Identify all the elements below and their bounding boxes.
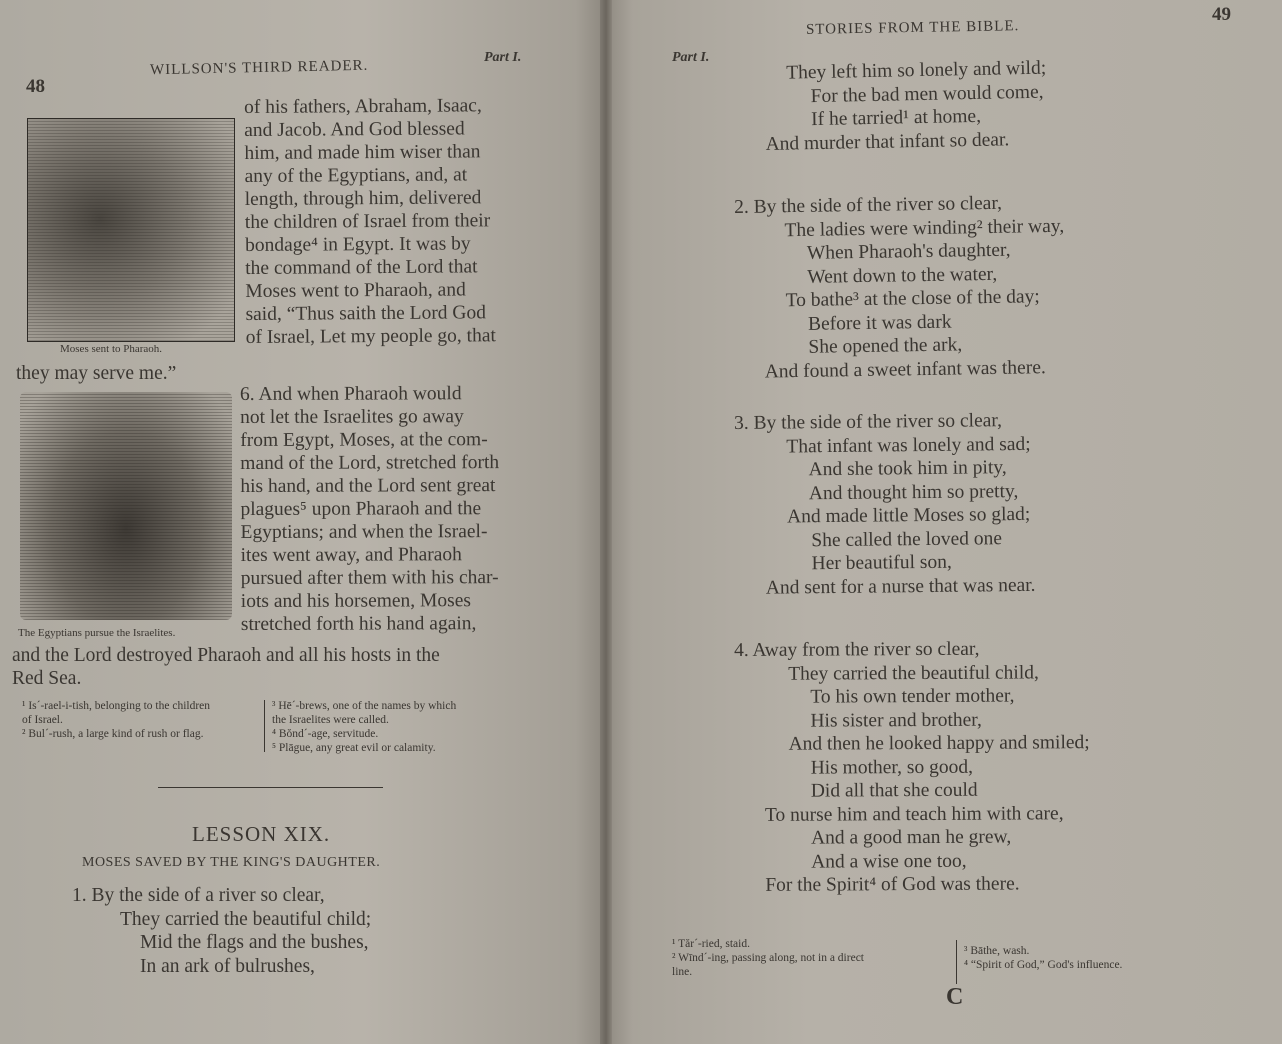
text-line: said, “Thus saith the Lord God bbox=[245, 302, 487, 325]
paragraph-5 bbox=[244, 94, 496, 349]
illustration2-caption: The Egyptians pursue the Israelites. bbox=[18, 627, 176, 639]
poem-stanza-4 bbox=[734, 637, 1090, 897]
text-line: ites went away, and Pharaoh bbox=[240, 544, 462, 566]
footnote: of Israel. bbox=[22, 714, 63, 726]
text-line: the children of Israel from their bbox=[244, 210, 491, 233]
poem-line: They left him so lonely and wild; bbox=[786, 57, 1047, 84]
text-line: 6. And when Pharaoh would bbox=[240, 383, 462, 405]
footnote: line. bbox=[672, 966, 693, 978]
right-page-number: 49 bbox=[1212, 4, 1231, 25]
poem-line: And then he looked happy and smiled; bbox=[788, 732, 1090, 755]
poem-line: That infant was lonely and sad; bbox=[786, 433, 1031, 457]
text-line: from Egypt, Moses, at the com- bbox=[240, 429, 488, 451]
poem-line: 4. Away from the river so clear, bbox=[734, 638, 980, 661]
text-line: pursued after them with his char- bbox=[240, 567, 499, 589]
poem-line: And she took him in pity, bbox=[808, 457, 1007, 481]
text-line: iots and his horsemen, Moses bbox=[240, 590, 472, 612]
poem-stanza-1 bbox=[72, 884, 371, 978]
poem-line: She called the loved one bbox=[811, 527, 1003, 551]
poem-line: 2. By the side of the river so clear, bbox=[734, 192, 1003, 218]
footnote-divider bbox=[264, 700, 265, 752]
left-running-head: WILLSON'S THIRD READER. bbox=[149, 57, 369, 79]
lesson-subtitle: MOSES SAVED BY THE KING'S DAUGHTER. bbox=[82, 855, 381, 870]
right-part-label: Part I. bbox=[672, 50, 710, 65]
illustration1-caption: Moses sent to Pharaoh. bbox=[60, 343, 163, 355]
poem-stanza-3 bbox=[734, 409, 1036, 600]
paragraph-5-end: they may serve me.” bbox=[16, 363, 177, 384]
left-page-number: 48 bbox=[26, 76, 45, 97]
poem-line: To his own tender mother, bbox=[810, 685, 1015, 708]
text-line: and Jacob. And God blessed bbox=[244, 118, 465, 141]
text-line: and the Lord destroyed Pharaoh and all his hosts in the bbox=[12, 645, 440, 666]
signature-mark: C bbox=[946, 984, 964, 1010]
poem-line: When Pharaoh's daughter, bbox=[806, 239, 1011, 264]
poem-line: His mother, so good, bbox=[810, 756, 973, 779]
footnote: the Israelites were called. bbox=[272, 714, 389, 726]
text-line: length, through him, delivered bbox=[244, 187, 482, 210]
footnote-divider bbox=[956, 940, 957, 984]
footnote: ¹ Tăr´-ried, staid. bbox=[672, 938, 750, 950]
poem-line: She opened the ark, bbox=[808, 334, 963, 358]
footnote: ⁵ Plāgue, any great evil or calamity. bbox=[272, 742, 436, 754]
poem-stanza-2 bbox=[734, 191, 1067, 384]
text-line: Red Sea. bbox=[12, 668, 82, 689]
poem-line: 3. By the side of the river so clear, bbox=[734, 410, 1003, 434]
left-footnotes-col2 bbox=[272, 699, 456, 755]
footnote: ³ Hē´-brews, one of the names by which bbox=[272, 700, 457, 712]
illustration-egyptians-pursue bbox=[20, 392, 232, 620]
poem-line: Her beautiful son, bbox=[811, 551, 952, 575]
poem-line: Mid the flags and the bushes, bbox=[140, 932, 369, 953]
section-rule bbox=[158, 787, 383, 788]
poem-line: They carried the beautiful child, bbox=[788, 661, 1039, 685]
paragraph-6-end bbox=[12, 644, 440, 690]
footnote: ⁴ “Spirit of God,” God's influence. bbox=[964, 959, 1123, 971]
poem-line: The ladies were winding² their way, bbox=[784, 215, 1065, 241]
poem-line: And sent for a nurse that was near. bbox=[765, 574, 1036, 599]
poem-line: And a wise one too, bbox=[811, 850, 967, 873]
poem-line: 1. By the side of a river so clear, bbox=[72, 885, 325, 906]
left-part-label: Part I. bbox=[484, 50, 522, 65]
text-line: plagues⁵ upon Pharaoh and the bbox=[240, 498, 482, 520]
text-line: his hand, and the Lord sent great bbox=[240, 475, 496, 497]
poem-line: If he tarried¹ at home, bbox=[810, 105, 982, 131]
footnote: ⁴ Bŏnd´-age, servitude. bbox=[272, 728, 379, 740]
poem-line: Did all that she could bbox=[810, 779, 978, 802]
illustration-moses-sent-to-pharaoh bbox=[27, 118, 235, 342]
text-line: bondage⁴ in Egypt. It was by bbox=[244, 233, 471, 256]
footnote: ³ Bāthe, wash. bbox=[964, 945, 1030, 957]
poem-line: To nurse him and teach him with care, bbox=[764, 802, 1064, 826]
paragraph-6 bbox=[240, 382, 500, 636]
text-line: mand of the Lord, stretched forth bbox=[240, 452, 500, 474]
poem-line: And found a sweet infant was there. bbox=[764, 356, 1046, 383]
poem-line: His sister and brother, bbox=[810, 709, 982, 732]
poem-stanza-continued bbox=[764, 57, 1048, 156]
text-line: him, and made him wiser than bbox=[244, 141, 481, 164]
text-line: the command of the Lord that bbox=[245, 256, 478, 279]
poem-line: Went down to the water, bbox=[807, 263, 998, 288]
poem-line: Before it was dark bbox=[807, 311, 952, 335]
poem-line: In an ark of bulrushes, bbox=[140, 955, 315, 977]
poem-line: They carried the beautiful child; bbox=[120, 908, 372, 930]
poem-line: For the bad men would come, bbox=[810, 81, 1044, 107]
poem-line: And murder that infant so dear. bbox=[765, 128, 1010, 155]
poem-line: To bathe³ at the close of the day; bbox=[785, 286, 1040, 312]
footnote: ² Bul´-rush, a large kind of rush or flag. bbox=[22, 728, 204, 740]
text-line: of Israel, Let my people go, that bbox=[245, 325, 496, 348]
right-footnotes-col1 bbox=[672, 937, 864, 979]
footnote: ² Wīnd´-ing, passing along, not in a direct bbox=[672, 952, 864, 964]
text-line: stretched forth his hand again, bbox=[240, 613, 477, 635]
left-footnotes-col1 bbox=[22, 699, 210, 741]
text-line: Moses went to Pharaoh, and bbox=[245, 279, 466, 302]
right-footnotes-col2 bbox=[964, 944, 1122, 972]
book-gutter bbox=[600, 0, 612, 1044]
lesson-title: LESSON XIX. bbox=[192, 822, 331, 846]
text-line: any of the Egyptians, and, at bbox=[244, 164, 468, 187]
poem-line: For the Spirit⁴ of God was there. bbox=[765, 873, 1020, 896]
poem-line: And a good man he grew, bbox=[810, 826, 1012, 849]
text-line: not let the Israelites go away bbox=[240, 406, 464, 428]
footnote: ¹ Is´-rael-i-tish, belonging to the children bbox=[22, 700, 211, 712]
right-running-head: STORIES FROM THE BIBLE. bbox=[805, 18, 1020, 38]
poem-line: And thought him so pretty, bbox=[808, 480, 1019, 504]
text-line: Egyptians; and when the Israel- bbox=[240, 521, 488, 543]
text-line: of his fathers, Abraham, Isaac, bbox=[244, 95, 482, 118]
poem-line: And made little Moses so glad; bbox=[786, 503, 1031, 528]
